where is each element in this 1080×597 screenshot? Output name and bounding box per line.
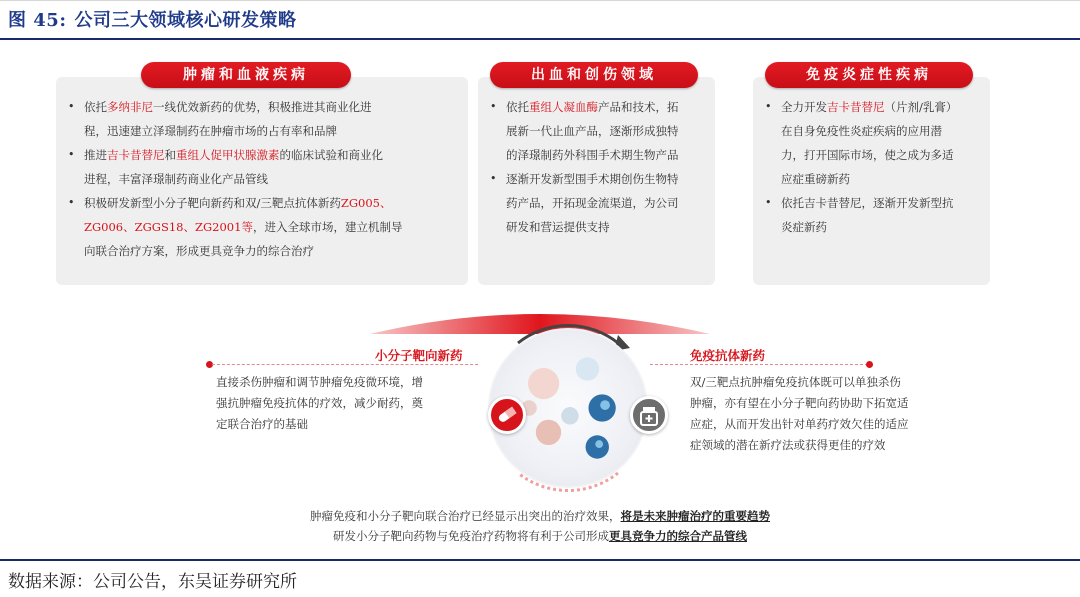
bullet-text: 进程，丰富泽璟制药商业化产品管线: [84, 172, 268, 186]
bullet-text: 药产品，开拓现金流渠道，为公司: [506, 196, 679, 210]
card-bullet-line: [759, 167, 985, 191]
right-panel-label: 免疫抗体新药: [690, 348, 766, 363]
card-oncology-bullets: [62, 95, 462, 263]
card-bullet-line: [759, 119, 985, 143]
card-bullet-line: [484, 95, 710, 119]
data-source: 数据来源：公司公告，东吴证券研究所: [8, 572, 297, 592]
card-bullet-line: [759, 191, 985, 215]
panel-line: 定联合治疗的基础: [216, 417, 308, 431]
bullet-text: ，进入全球市场，建立机制导: [252, 220, 403, 234]
bullet-text: 程，迅速建立泽璟制药在肿瘤市场的占有率和品牌: [84, 124, 337, 138]
right-connector-dot: [866, 361, 873, 368]
highlight-text: 重组人促甲状腺激素: [176, 148, 280, 162]
bullet-text: 推进: [84, 148, 107, 162]
card-immunology-bullets: [759, 95, 985, 239]
medicine-bottle-icon: [630, 396, 668, 434]
pill-icon: [488, 396, 526, 434]
left-panel-label: 小分子靶向新药: [375, 348, 463, 363]
highlight-text: 吉卡昔替尼: [107, 148, 165, 162]
card-bullet-line: [759, 143, 985, 167]
card-bullet-line: [759, 95, 985, 119]
bullet-text: 积极研发新型小分子靶向新药和双/三靶点抗体新药: [84, 196, 341, 210]
bullet-text: 产品和技术，拓: [598, 100, 679, 114]
card-bullet-line: [484, 119, 710, 143]
bullet-text: 依托: [84, 100, 107, 114]
highlight-text: 重组人凝血酶: [529, 100, 598, 114]
right-connector-line: [650, 364, 868, 365]
left-panel-text: [216, 372, 466, 435]
highlight-text: 多纳非尼: [107, 100, 153, 114]
panel-line: 双/三靶点抗肿瘤免疫抗体既可以单独杀伤: [690, 375, 901, 389]
bullet-text: 一线优效新药的优势，积极推进其商业化进: [153, 100, 372, 114]
card-bullet-line: [484, 143, 710, 167]
card-bullet-line: [62, 167, 462, 191]
highlight-text: ZG005、: [340, 196, 392, 210]
panel-line: 症领域的潜在新疗法或获得更佳的疗效: [690, 438, 886, 452]
bullet-text: 在自身免疫性炎症疾病的应用潜: [781, 124, 942, 138]
panel-line: 强抗肿瘤免疫抗体的疗效，减少耐药，奠: [216, 396, 423, 410]
highlight-text: ZG006、ZGGS18、ZG2001等: [84, 220, 253, 234]
bullet-text: 逐渐开发新型围手术期创伤生物特: [506, 172, 679, 186]
card-immunology-title: 免疫炎症性疾病: [765, 62, 973, 88]
bullet-text: 的泽璟制药外科围手术期生物产品: [506, 148, 679, 162]
conclusion-line-2-emphasis: 更具竞争力的综合产品管线: [609, 529, 747, 543]
figure-title-text: 公司三大领域核心研发策略: [74, 10, 297, 31]
left-connector-line: [212, 364, 478, 365]
card-immunology: [753, 77, 990, 285]
card-hemostasis-bullets: [484, 95, 710, 239]
conclusion-line-2-text: 研发小分子靶向药物与免疫治疗药物将有利于公司形成: [333, 529, 609, 543]
card-oncology: [56, 77, 468, 285]
figure-number: 图 45:: [8, 10, 67, 31]
highlight-text: 吉卡昔替尼: [827, 100, 885, 114]
conclusion-line-1-emphasis: 将是未来肿瘤治疗的重要趋势: [620, 509, 770, 523]
card-bullet-line: [62, 191, 462, 215]
right-panel-text: [690, 372, 950, 456]
card-bullet-line: [62, 143, 462, 167]
conclusion-line-1-text: 肿瘤免疫和小分子靶向联合治疗已经显示出突出的治疗效果，: [310, 509, 621, 523]
bullet-text: 力，打开国际市场，使之成为多适: [781, 148, 954, 162]
bottom-rule: [0, 559, 1080, 561]
bullet-text: 依托吉卡昔替尼，逐渐开发新型抗: [781, 196, 954, 210]
card-bullet-line: [484, 215, 710, 239]
card-hemostasis-title: 出血和创伤领域: [490, 62, 698, 88]
card-bullet-line: [484, 167, 710, 191]
card-bullet-line: [62, 119, 462, 143]
bullet-text: （片剂/乳膏）: [884, 100, 958, 114]
bullet-text: 展新一代止血产品，逐渐形成独特: [506, 124, 679, 138]
top-thin-rule: [0, 0, 1080, 1]
card-hemostasis: [478, 77, 715, 285]
card-bullet-line: [484, 191, 710, 215]
card-bullet-line: [62, 95, 462, 119]
card-bullet-line: [759, 215, 985, 239]
bullet-text: 应症重磅新药: [781, 172, 850, 186]
bullet-text: 全力开发: [781, 100, 827, 114]
bullet-text: 依托: [506, 100, 529, 114]
figure-title: [8, 6, 296, 32]
conclusion-line-2: [0, 528, 1080, 544]
conclusion-line-1: [0, 508, 1080, 524]
card-bullet-line: [62, 215, 462, 239]
bullet-text: 的临床试验和商业化: [279, 148, 383, 162]
title-rule: [0, 38, 1080, 40]
bullet-text: 向联合治疗方案，形成更具竞争力的综合治疗: [84, 244, 314, 258]
card-oncology-title: 肿瘤和血液疾病: [141, 62, 351, 88]
panel-line: 直接杀伤肿瘤和调节肿瘤免疫微环境，增: [216, 375, 423, 389]
bullet-text: 和: [164, 148, 176, 162]
panel-line: 应症，从而开发出针对单药疗效欠佳的适应: [690, 417, 909, 431]
panel-line: 肿瘤，亦有望在小分子靶向药协助下拓宽适: [690, 396, 909, 410]
bullet-text: 研发和营运提供支持: [506, 220, 610, 234]
card-bullet-line: [62, 239, 462, 263]
bullet-text: 炎症新药: [781, 220, 827, 234]
